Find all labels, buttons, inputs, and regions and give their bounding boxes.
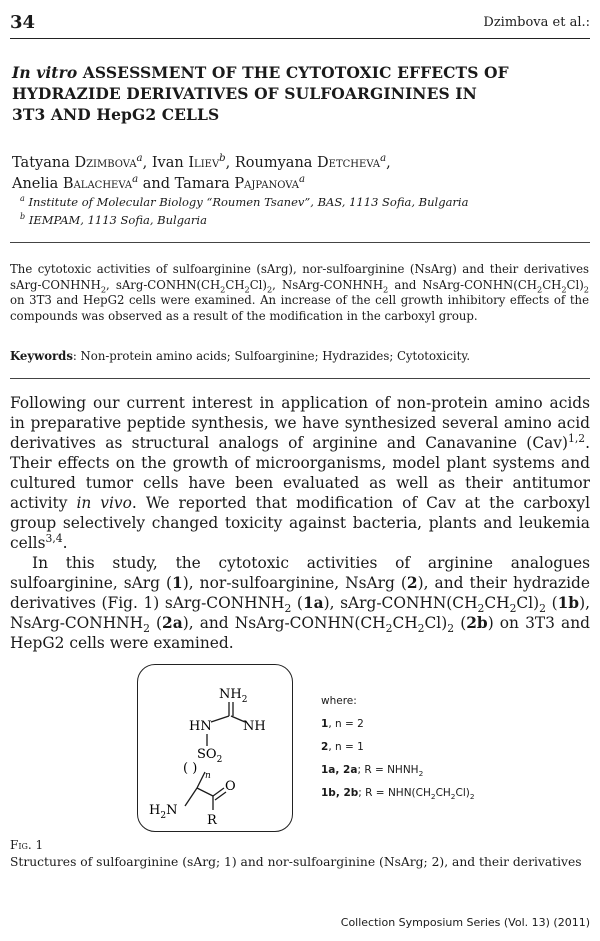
author-sup: a — [298, 174, 306, 186]
legend-where: where: — [321, 695, 357, 707]
author-last: Detcheva — [317, 155, 381, 171]
paper-title — [12, 62, 572, 125]
keywords-label: Keywords — [10, 349, 73, 363]
author-first: Anelia — [12, 176, 63, 192]
label-paren: ( ) — [183, 761, 198, 776]
legend-line-1: 1, n = 2 — [321, 718, 364, 730]
author-last: Iliev — [188, 155, 220, 171]
author-sup: a — [380, 153, 387, 165]
chemical-structure — [137, 664, 293, 832]
label-h2n: $H_2N$ — [149, 803, 178, 821]
author-sup: b — [219, 153, 226, 165]
label-o: O — [225, 779, 236, 794]
footer: Collection Symposium Series (Vol. 13) (2011) — [340, 916, 590, 929]
abstract: The cytotoxic activities of sulfoarginine (sArg), nor-sulfoarginine (NsArg) and their derivatives sArg-$CONHNH_2$, sArg-$CONHN(CH_2CH_2Cl)_2$, NsArg-$CONHNH_2$ and NsArg-$CONHN(CH_2CH_2Cl)_2$ on 3T3 and HepG2 cells were examined. An increase of the cell growth inhibitory effects of the compounds was observed as a result of the modification in the carboxyl group. — [10, 262, 589, 323]
figure-label: Fig. 1 — [10, 838, 44, 852]
title-line3: 3T3 AND HepG2 CELLS — [12, 105, 220, 124]
author-first: Roumyana — [234, 155, 318, 171]
figure-caption: Structures of sulfoarginine (sArg; 1) and nor-sulfoarginine (NsArg; 2), and their derivatives — [10, 855, 582, 869]
label-hn: HN — [189, 719, 212, 734]
affiliation-b — [20, 213, 207, 227]
affiliation-sup: a — [20, 194, 25, 204]
keywords-text: : Non-protein amino acids; Sulfoarginine; Hydrazides; Cytotoxicity. — [72, 349, 471, 363]
title-italic: In vitro — [12, 63, 78, 82]
author-first: Tatyana — [12, 155, 75, 171]
body-text — [10, 393, 590, 653]
abstract-top-rule — [10, 242, 590, 243]
page-number: 34 — [10, 12, 36, 33]
author-last: Pajpanova — [234, 176, 299, 192]
affiliation-sup: b — [20, 212, 26, 222]
author-and: and — [138, 176, 175, 192]
running-head: Dzimbova et al.: — [483, 15, 590, 30]
author-last: Balacheva — [62, 176, 133, 192]
author-sup: a — [136, 153, 143, 165]
legend-line-4: 1b, 2b; $R = NHN(CH_2CH_2Cl)_2$ — [321, 787, 475, 802]
affiliation-text: IEMPAM, 1113 Sofia, Bulgaria — [28, 213, 207, 227]
label-nh: NH — [243, 719, 266, 734]
figure-legend — [321, 690, 475, 805]
abstract-bottom-rule — [10, 378, 590, 379]
paragraph-2: In this study, the cytotoxic activities of arginine analogues sulfoarginine, sArg (1), nor-sulfoarginine, NsArg (2), and their hydrazide derivatives (Fig. 1) sArg-$CONHNH_2$ (1a), sArg-$CONHN(CH_2CH_2Cl)_2$ (1b), NsArg-$CONHNH_2$ (2a), and NsArg-$CONHN(CH_2CH_2Cl)_2$ (2b) on 3T3 and HepG2 cells were examined. — [10, 554, 590, 652]
author-last: Dzimbova — [74, 155, 137, 171]
label-n: n — [205, 771, 211, 781]
label-nh2-top: $NH_2$ — [219, 687, 248, 705]
label-r: R — [207, 813, 217, 828]
label-so2: $SO_2$ — [197, 747, 223, 765]
author-first: Ivan — [151, 155, 189, 171]
title-line1: ASSESSMENT OF THE CYTOTOXIC EFFECTS OF — [77, 63, 509, 82]
legend-line-3: 1a, 2a; $R = NHNH_2$ — [321, 764, 424, 779]
author-sup: a — [132, 174, 139, 186]
author-first: Tamara — [174, 176, 235, 192]
affiliation-text: Institute of Molecular Biology “Roumen Tsanev”, BAS, 1113 Sofia, Bulgaria — [28, 195, 469, 209]
paragraph-1: Following our current interest in application of non-protein amino acids in preparative peptide synthesis, we have synthesized several amino acid derivatives as structural analogs of arginine and Canavanine (Cav)$^{1,2}$. Their effects on the growth of microorganisms, model plant systems and cultured tumor cells have been evaluated as well as their antitumor activity in vivo. We reported that modification of Cav at the carboxyl group selectively changed toxicity against bacteria, plants and leukemia cells$^{3,4}$. — [10, 394, 590, 552]
keywords — [10, 349, 589, 363]
title-line2: HYDRAZIDE DERIVATIVES OF SULFOARGININES IN — [12, 84, 477, 103]
author-list: Tatyana Dzimbova$^a$, Ivan Iliev$^b$, Roumyana Detcheva$^a$, Anelia Balacheva$^a$ and Tamara Pajpanova$^a$ — [12, 153, 391, 192]
header-rule — [10, 38, 590, 39]
affiliation-a — [20, 195, 468, 209]
legend-line-2: 2, n = 1 — [321, 741, 364, 753]
